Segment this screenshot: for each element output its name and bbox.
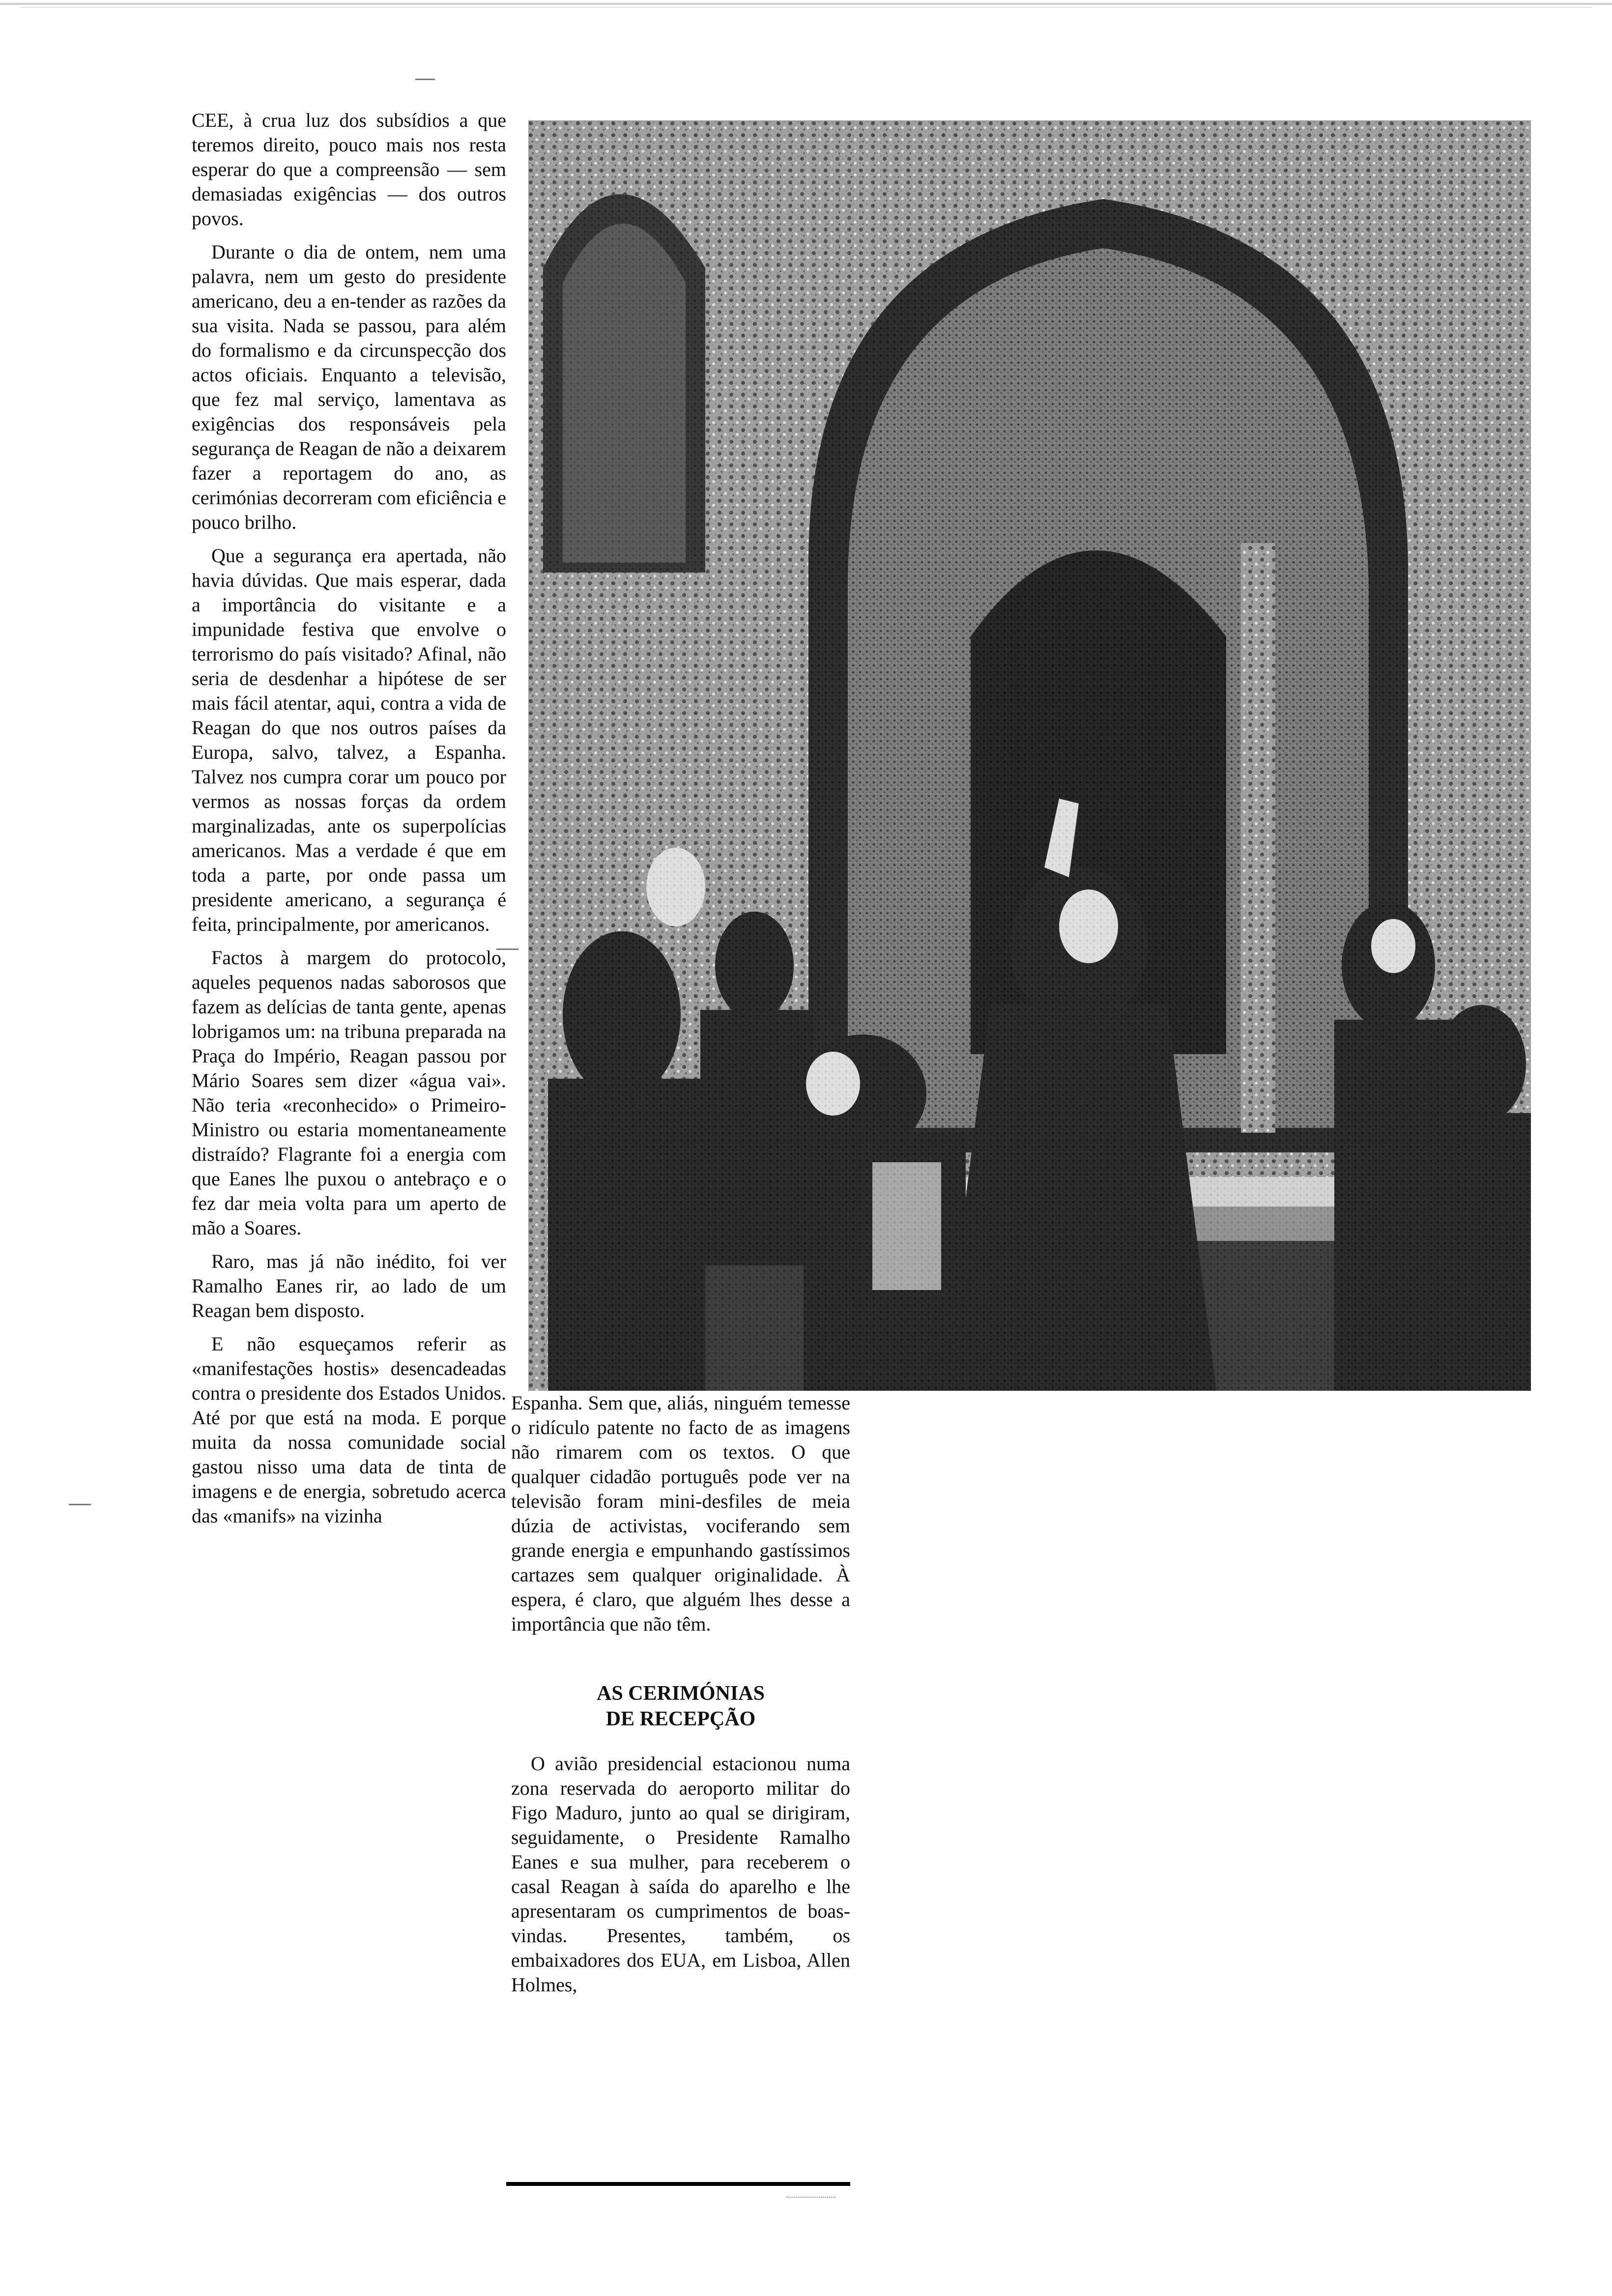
- article-left-column: [192, 108, 506, 1528]
- paragraph: E não esqueçamos referir as «manifestações hostis» desencadeadas contra o presidente dos Estados Unidos. Até por que está na moda. E porque muita da nossa comunidade social gastou nisso uma data de tinta de imagens e de energia, sobretudo acerca das «manifs» na vizinha: [192, 1333, 506, 1527]
- paragraph: Durante o dia de ontem, nem uma palavra, nem um gesto do presidente americano, deu a en-tender as razões da sua visita. Nada se passou, para além do formalismo e da circunspecção dos actos oficiais. Enquanto a televisão, que fez mal serviço, lamentava as exigências dos responsáveis pela segurança de Reagan de não a deixarem fazer a reportagem do ano, as cerimónias decorreram com eficiência e pouco brilho.: [192, 241, 506, 533]
- paragraph: Espanha. Sem que, aliás, ninguém temesse o ridículo patente no facto de as imagens não rimarem com os textos. O que qualquer cidadão português pode ver na televisão foram mini-desfiles de meia dúzia de activistas, vociferando sem grande energia e empunhando gastíssimos cartazes sem qualquer originalidade. À espera, é claro, que alguém lhes desse a importância que não têm.: [511, 1392, 850, 1635]
- page-top-edge-faint: [20, 7, 1592, 8]
- photo-illustration: [528, 120, 1531, 1391]
- section-heading-line: DE RECEPÇÃO: [605, 1708, 756, 1730]
- scan-mark: [69, 1504, 91, 1505]
- paragraph: CEE, à crua luz dos subsídios a que teremos direito, pouco mais nos resta esperar do que a compreensão — sem demasiadas exigências — dos outros povos.: [192, 109, 506, 230]
- paragraph: Que a segurança era apertada, não havia dúvidas. Que mais esperar, dada a importância do visitante e a impunidade festiva que envolve o terrorismo do país visitado? Afinal, não seria de desdenhar a hipótese de ser mais fácil atentar, aqui, contra a vida de Reagan do que nos outros países da Europa, salvo, talvez, a Espanha. Talvez nos cumpra corar um pouco por vermos as nossas forças da ordem marginalizadas, ante os superpolícias americanos. Mas a verdade é que em toda a parte, por onde passa um presidente americano, a segurança é feita, principalmente, por americanos.: [192, 545, 506, 935]
- page-top-edge: [0, 3, 1612, 5]
- scan-dots: [786, 2197, 835, 2199]
- paragraph: Factos à margem do protocolo, aqueles pequenos nadas saborosos que fazem as delícias de tanta gente, apenas lobrigamos um: na tribuna preparada na Praça do Império, Reagan passou por Mário Soares sem dizer «água vai». Não teria «reconhecido» o Primeiro-Ministro ou estaria momentaneamente distraído? Flagrante foi a energia com que Eanes lhe puxou o antebraço e o fez dar meia volta para um aperto de mão a Soares.: [192, 947, 506, 1239]
- scan-mark: [415, 79, 435, 80]
- news-photo-reagan-visit: [528, 120, 1531, 1391]
- paragraph: O avião presidencial estacionou numa zona reservada do aeroporto militar do Figo Maduro, junto ao qual se dirigiram, seguidamente, o Presidente Ramalho Eanes e sua mulher, para receberem o casal Reagan à saída do aparelho e lhe apresentaram os cumprimentos de boas-vindas. Presentes, também, os embaixadores dos EUA, em Lisboa, Allen Holmes,: [511, 1752, 850, 1996]
- section-heading: [511, 1681, 850, 1732]
- paragraph: Raro, mas já não inédito, foi ver Ramalho Eanes rir, ao lado de um Reagan bem disposto.: [192, 1250, 506, 1321]
- article-right-column: [511, 1391, 850, 1997]
- column-end-rule: [506, 2182, 850, 2186]
- section-heading-line: AS CERIMÓNIAS: [597, 1682, 765, 1705]
